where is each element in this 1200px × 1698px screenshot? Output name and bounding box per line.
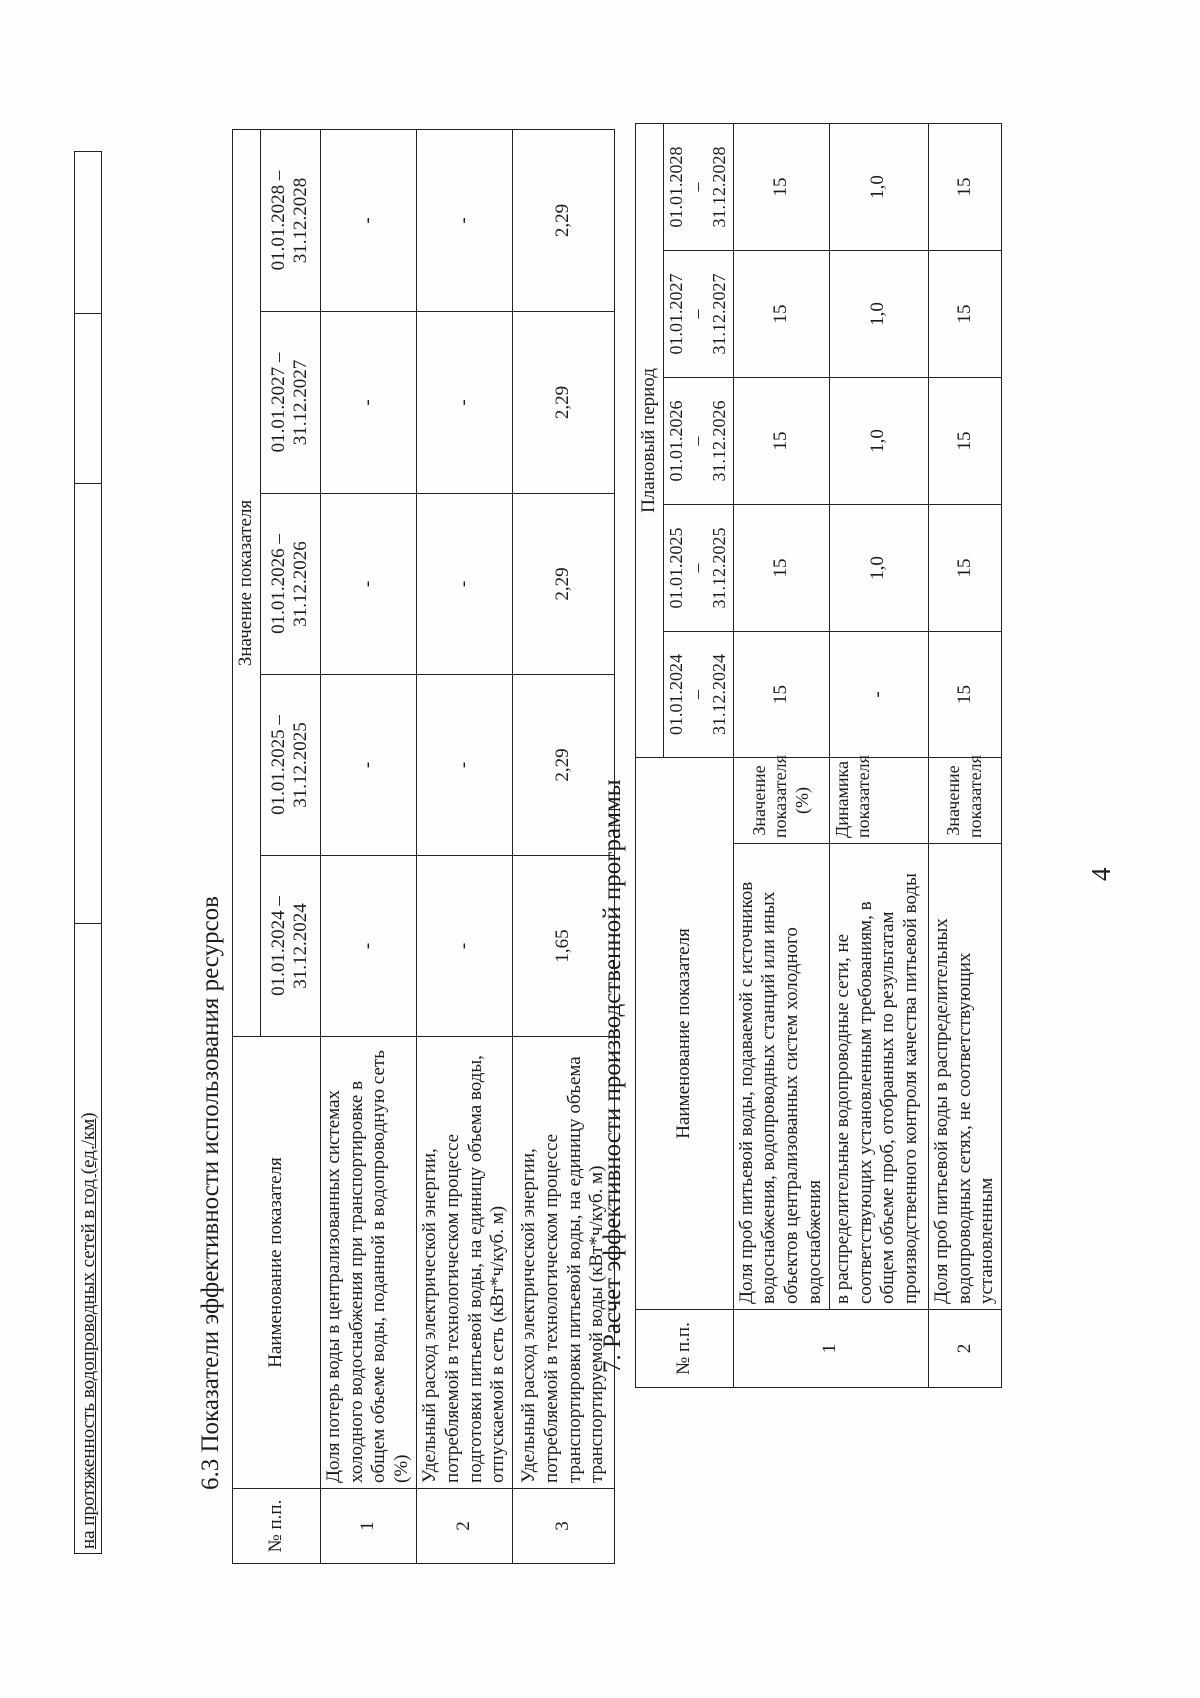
period-from: 01.01.2028	[665, 146, 686, 228]
value-cell: 15	[928, 377, 1001, 504]
table-row	[928, 123, 1001, 1387]
period-header: 01.01.2027 – 31.12.2027	[260, 312, 320, 494]
period-dash: –	[687, 689, 708, 699]
strip-cell	[75, 484, 102, 924]
sub-indicator-label: Значение показателя (%)	[733, 757, 829, 843]
value-cell: 1,0	[829, 123, 928, 250]
value-cell: -	[320, 312, 416, 494]
strip-row	[75, 152, 102, 1554]
period-header	[663, 377, 733, 504]
period-to: 31.12.2028	[708, 146, 729, 228]
col-header-num: № п.п.	[636, 1310, 734, 1388]
indicator-name: Доля проб питьевой воды, подаваемой с источников водоснабжения, водопроводных станций или иных объектов централизованных систем холодного водоснабжения	[733, 844, 829, 1310]
period-from: 01.01.2024	[665, 653, 686, 735]
period-from: 01.01.2026	[665, 400, 686, 482]
value-cell: 15	[928, 631, 1001, 757]
value-cell: -	[416, 856, 512, 1037]
value-cell: 2,29	[513, 312, 615, 494]
indicator-name: Доля потерь воды в централизованных системах холодного водоснабжения при транспортировке в общем объеме воды, поданной в водопроводную сеть (%)	[320, 1037, 416, 1489]
sub-indicator-label: Значение показателя	[928, 757, 1001, 843]
resource-efficiency-table	[232, 129, 615, 1564]
col-header-plan-period: Плановый период	[636, 123, 664, 757]
indicator-name-continued: в распределительные водопроводные сети, не соответствующих установленным требованиям, в общем объеме проб, отобранных по результатам производственного контроля качества питьевой воды	[829, 844, 928, 1310]
table-row	[829, 123, 928, 1387]
period-dash: –	[687, 182, 708, 192]
period-to: 31.12.2027	[708, 273, 729, 355]
row-number: 2	[416, 1489, 512, 1564]
period-dash: –	[687, 309, 708, 319]
period-from: 01.01.2027	[665, 273, 686, 355]
value-cell: 2,29	[513, 494, 615, 675]
value-cell: 15	[928, 250, 1001, 377]
value-cell: 15	[733, 504, 829, 631]
value-cell: -	[829, 631, 928, 757]
table-row	[733, 123, 829, 1387]
strip-label: на протяженность водопроводных сетей в год (ед./км)	[77, 1112, 99, 1549]
table-row	[320, 129, 416, 1563]
header-row	[636, 123, 664, 1387]
value-cell: 2,29	[513, 675, 615, 856]
indicator-name: Удельный расход электрической энергии, потребляемой в технологическом процессе подготовки питьевой воды, на единицу объема воды, отпускаемой в сеть (кВт*ч/куб. м)	[416, 1037, 512, 1489]
value-cell: 15	[733, 377, 829, 504]
value-cell: 15	[733, 631, 829, 757]
period-from: 01.01.2025	[665, 527, 686, 609]
period-header: 01.01.2026 – 31.12.2026	[260, 494, 320, 675]
strip-label-cell	[75, 924, 102, 1554]
value-cell: -	[416, 675, 512, 856]
value-cell: 1,0	[829, 504, 928, 631]
continuation-strip-table	[74, 151, 102, 1554]
value-cell: 15	[733, 123, 829, 250]
value-cell: -	[416, 494, 512, 675]
section-7-heading: 7. Расчет эффективности производственной программы	[599, 779, 626, 1373]
col-header-name: Наименование показателя	[636, 757, 734, 1309]
row-number: 1	[733, 1310, 928, 1388]
value-cell: 1,0	[829, 377, 928, 504]
value-cell: -	[320, 856, 416, 1037]
value-cell: -	[416, 129, 512, 311]
period-header	[663, 504, 733, 631]
value-cell: 1,0	[829, 250, 928, 377]
period-dash: –	[687, 563, 708, 573]
value-cell: -	[320, 129, 416, 311]
period-header	[663, 631, 733, 757]
table-row	[416, 129, 512, 1563]
col-header-values: Значение показателя	[233, 129, 261, 1036]
period-header: 01.01.2025 – 31.12.2025	[260, 675, 320, 856]
row-number: 2	[928, 1310, 1001, 1388]
period-to: 31.12.2025	[708, 527, 729, 609]
value-cell: 1,65	[513, 856, 615, 1037]
col-header-num: № п.п.	[233, 1489, 321, 1564]
row-number: 3	[513, 1489, 615, 1564]
strip-cell	[75, 314, 102, 484]
period-header	[663, 250, 733, 377]
value-cell: 15	[733, 250, 829, 377]
period-header: 01.01.2024 – 31.12.2024	[260, 856, 320, 1037]
col-header-name: Наименование показателя	[233, 1037, 321, 1489]
value-cell: -	[320, 675, 416, 856]
section-6-3-heading: 6.3 Показатели эффективности использования ресурсов	[197, 896, 224, 1490]
strip-cell	[75, 152, 102, 314]
program-efficiency-table	[635, 123, 1002, 1388]
period-dash: –	[687, 436, 708, 446]
row-number: 1	[320, 1489, 416, 1564]
period-header	[663, 123, 733, 250]
header-row	[233, 129, 261, 1563]
page-number: 4	[1086, 867, 1116, 881]
indicator-name: Удельный расход электрической энергии, потребляемой в технологическом процессе транспортировки питьевой воды, на единицу объема транспортируемой воды (кВт*ч/куб. м)	[513, 1037, 615, 1489]
value-cell: -	[416, 312, 512, 494]
period-to: 31.12.2024	[708, 653, 729, 735]
value-cell: 2,29	[513, 129, 615, 311]
sub-indicator-label: Динамика показателя	[829, 757, 928, 843]
period-header: 01.01.2028 – 31.12.2028	[260, 129, 320, 311]
value-cell: 15	[928, 123, 1001, 250]
value-cell: -	[320, 494, 416, 675]
value-cell: 15	[928, 504, 1001, 631]
period-to: 31.12.2026	[708, 400, 729, 482]
indicator-name: Доля проб питьевой воды в распределительных водопроводных сетях, не соответствующих установленным	[928, 844, 1001, 1310]
